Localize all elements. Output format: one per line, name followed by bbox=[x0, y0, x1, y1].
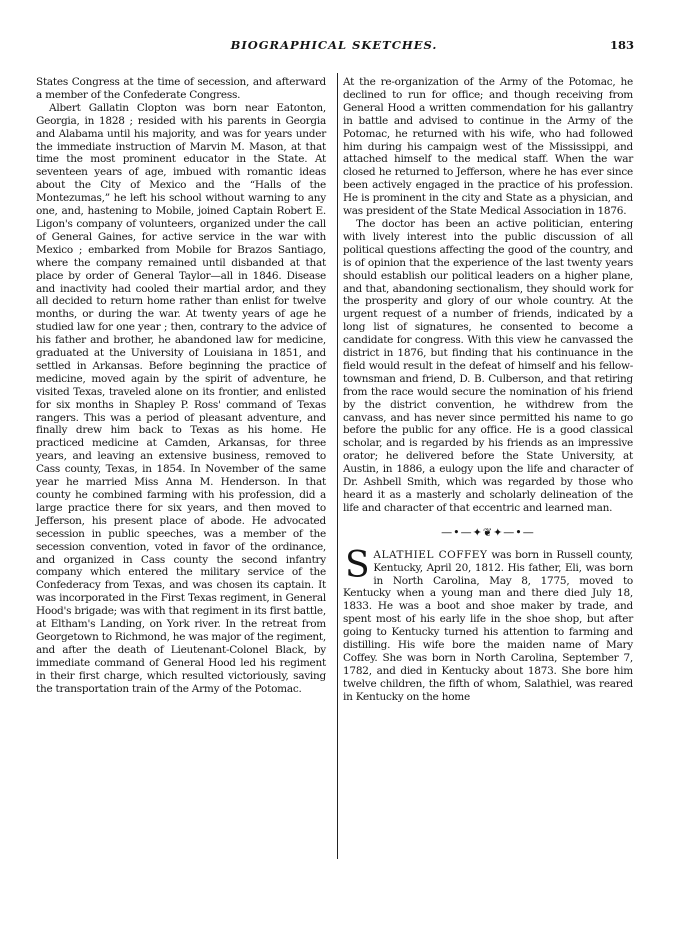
running-head bbox=[34, 38, 634, 56]
right-column bbox=[343, 76, 633, 704]
coffey-biography-text: was born in Russell county, Kentucky, April 20, 1812. His father, Eli, was born in North Carolina, May 8, 1775, moved to Kentucky when a young man and there died July 18, 1833. He was a boot and shoe maker by trade, and spent most of his early life in the shoe shop, but after going to Kentucky turned his attention to farming and distilling. His wife bore the maiden name of Mary Coffey. She was born in North Carolina, September 7, 1782, and died in Kentucky about 1873. She bore him twelve children, the fifth of whom, Salathiel, was reared in Kentucky on the home bbox=[343, 548, 634, 703]
left-column bbox=[36, 76, 326, 696]
drop-cap-letter: S bbox=[345, 544, 370, 586]
column-divider bbox=[337, 73, 338, 859]
coffey-name-smallcaps: ALATHIEL COFFEY bbox=[373, 548, 488, 561]
section-ornament: —•—✦❦✦—•— bbox=[441, 525, 535, 539]
clopton-politics-paragraph: The doctor has been an active politician, entering with lively interest into the public discussion of all political questions affecting the good of the country, and is of opinion that the experience of the last twenty years should establish our political leaders on a higher plane, and that, abandoning sectionalism, they should work for the prosperity and glory of our whole country. At the urgent request of a number of friends, indicated by a long list of signatures, he consented to become a candidate for congress. With this view he canvassed the district in 1876, but finding that his continuance in the field would result in the defeat of himself and his fellow-townsman and friend, D. B. Culberson, and that retiring from the race would secure the nomination of his friend by the district convention, he withdrew from the canvass, and has never since permitted his name to go before the public for any office. He is a good classical scholar, and is regarded by his friends as an impressive orator; he delivered before the State University, at Austin, in 1886, a eulogy upon the life and character of Dr. Ashbell Smith, which was regarded by those who heard it as a masterly and scholarly delineation of the life and character of that eccentric and learned man. bbox=[343, 217, 633, 514]
coffey-biography-paragraph bbox=[343, 544, 634, 704]
continuation-paragraph: States Congress at the time of secession, and afterward a member of the Confederate Congress. bbox=[36, 76, 326, 101]
page-number: 183 bbox=[609, 38, 634, 52]
clopton-biography-paragraph: Albert Gallatin Clopton was born near Eatonton, Georgia, in 1828 ; resided with his parents in Georgia and Alabama until his majority, and was for years under the immediate instruction of Marvin M. Mason, at that time the most prominent educator in the State. At seventeen years of age, imbued with romantic ideas about the City of Mexico and the “Halls of the Montezumas,” he left his school without warning to any one, and, hastening to Mobile, joined Captain Robert E. Ligon's company of volunteers, organized under the call of General Gaines, for active service in the war with Mexico ; embarked from Mobile for Brazos Santiago, where the company remained until disbanded at that place by order of General Taylor—all in 1846. Disease and inactivity had cooled their martial ardor, and they all decided to return home rather than enlist for twelve months, or during the war. At twenty years of age he studied law for one year ; then, contrary to the advice of his father and brother, he abandoned law for medicine, graduated at the University of Louisiana in 1851, and settled in Arkansas. Before beginning the practice of medicine, moved again by the spirit of adventure, he visited Texas, traveled alone on its frontier, and enlisted for six months in Shapley P. Ross' command of Texas rangers. This was a period of pleasant adventure, and finally drew him back to Texas as his home. He practiced medicine at Camden, Arkansas, for three years, and leaving an extensive business, removed to Cass county, Texas, in 1854. In November of the same year he married Miss Anna M. Henderson. In that county he combined farming with his profession, did a large practice there for six years, and then moved to Jefferson, his present place of abode. He advocated secession in public speeches, was a member of the secession convention, voted in favor of the ordinance, and organized in Cass county the second infantry company which entered the military service of the Confederacy from Texas, and was chosen its captain. It was incorporated in the First Texas regiment, in General Hood's brigade; was with that regiment in its first battle, at Eltham's Landing, on York river. In the retreat from Georgetown to Richmond, he was major of the regiment, and after the death of Lieutenant-Colonel Black, by immediate command of General Hood led his regiment in their first charge, which resulted victoriously, saving the transportation train of the Army of the Potomac. bbox=[36, 101, 326, 695]
clopton-continuation-paragraph: At the re-organization of the Army of the Potomac, he declined to run for office; and though receiving from General Hood a written commendation for his gallantry in battle and advised to continue in the Army of the Potomac, he returned with his wife, who had followed him during his campaign west of the Mississippi, and attached himself to the medical staff. When the war closed he returned to Jefferson, where he has ever since been actively engaged in the practice of his profession. He is prominent in the city and State as a physician, and was president of the State Medical Association in 1876. bbox=[343, 76, 633, 218]
running-title: BIOGRAPHICAL SKETCHES. bbox=[230, 38, 438, 52]
